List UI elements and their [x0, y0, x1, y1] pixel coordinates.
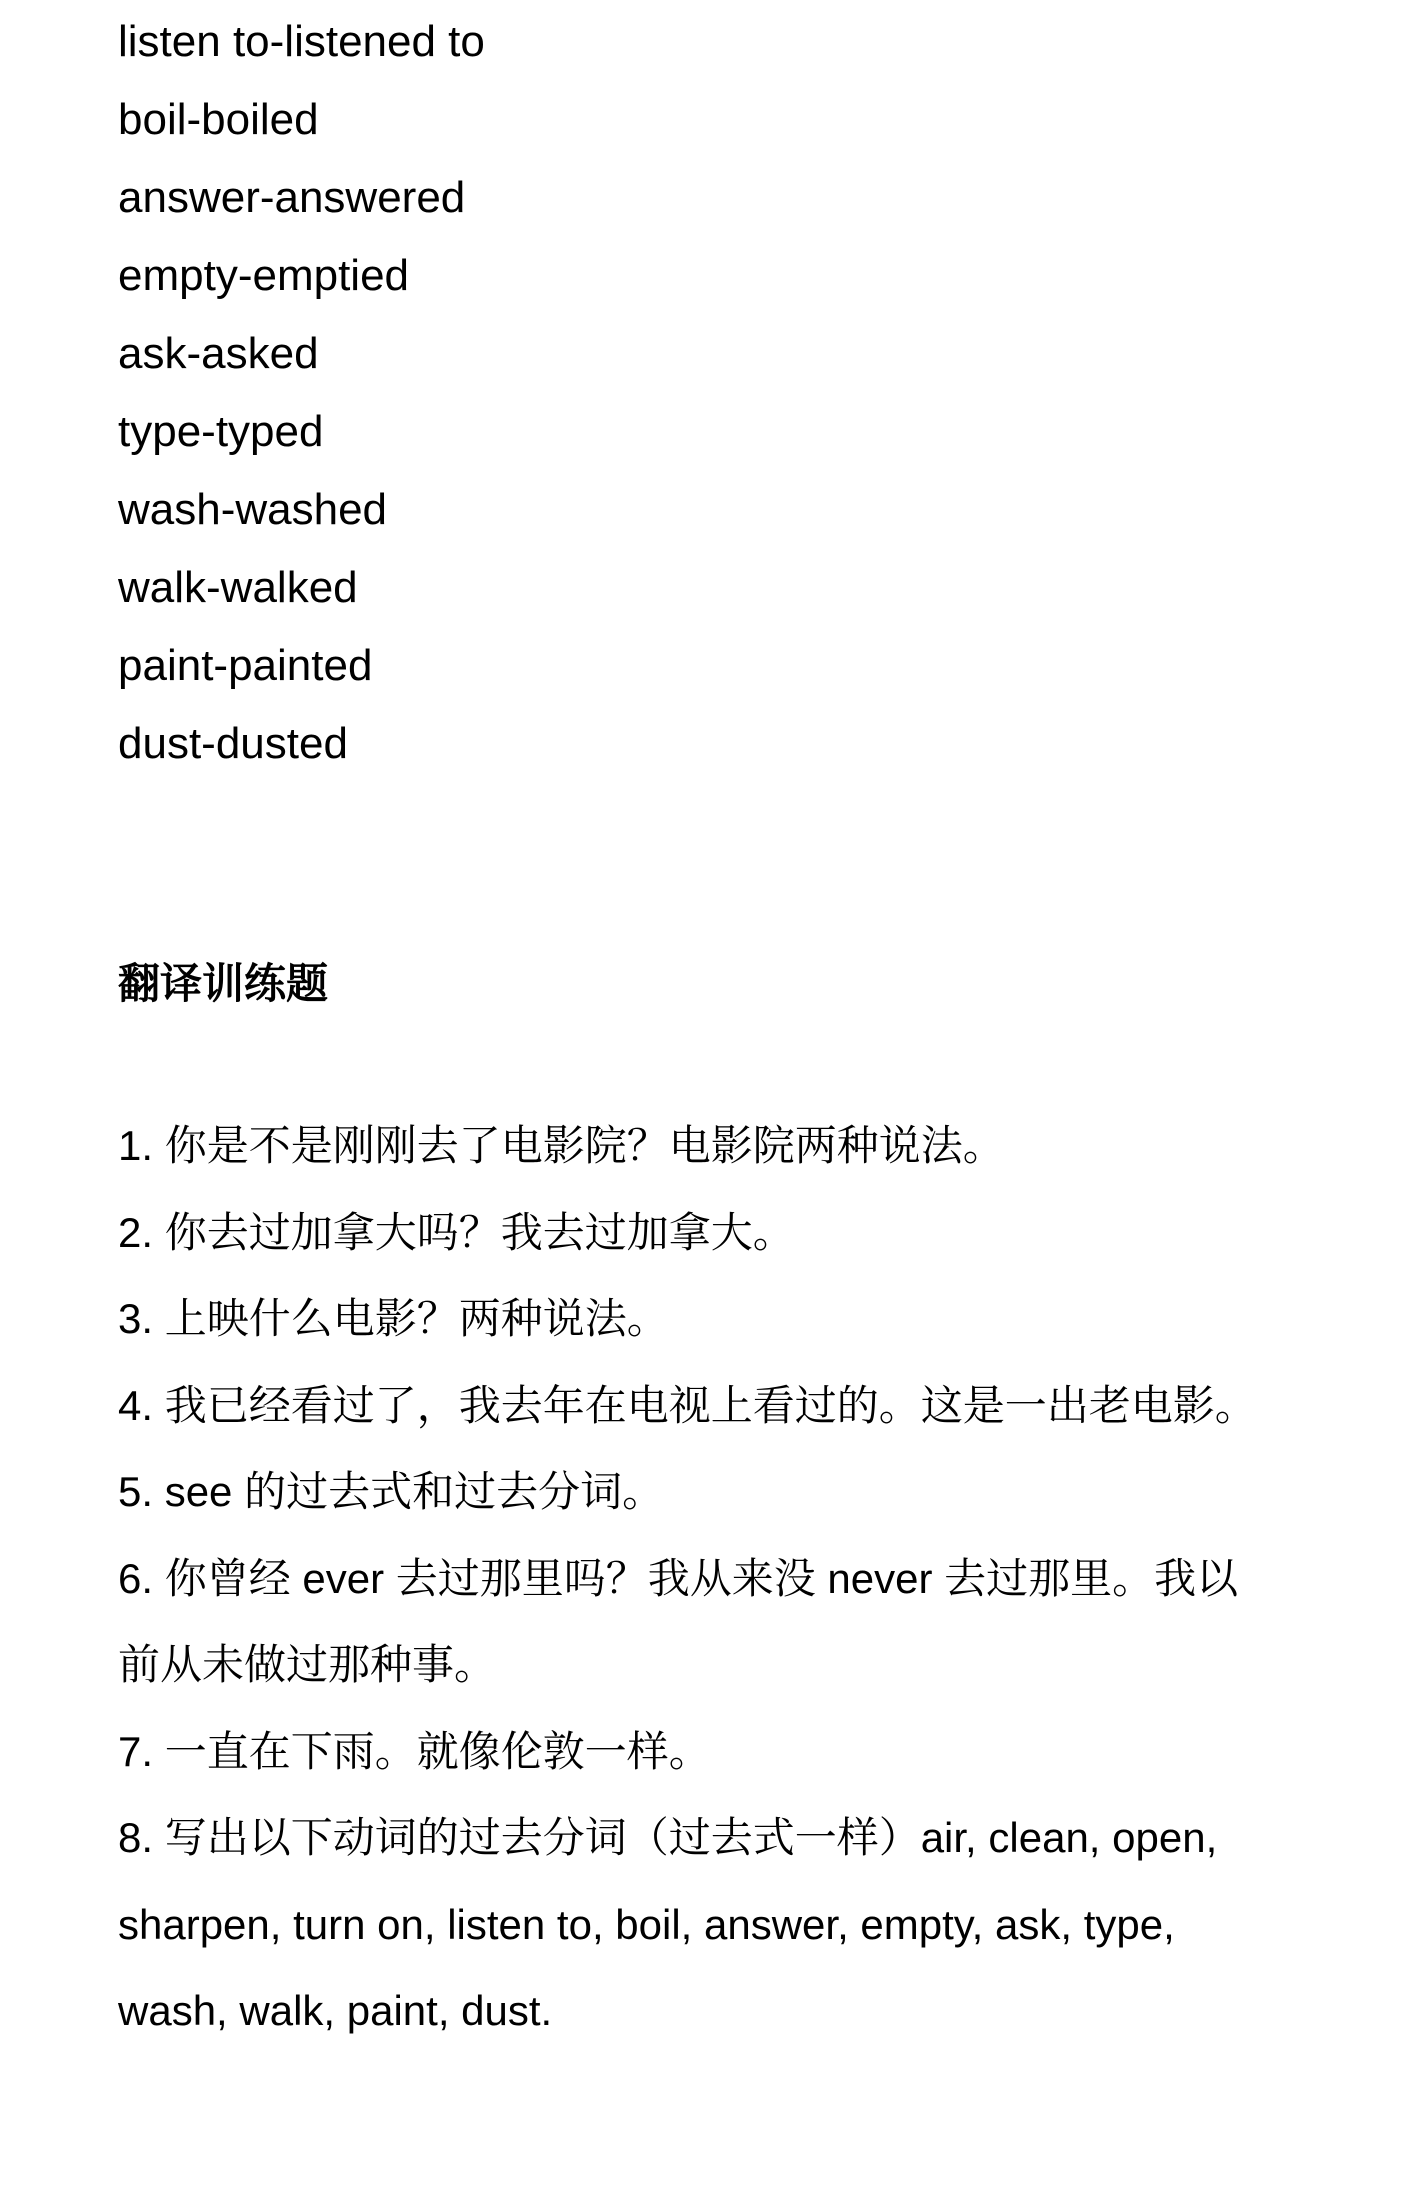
section-heading: 翻译训练题	[118, 960, 329, 1007]
list-item: paint-painted	[118, 641, 373, 690]
list-item: listen to-listened to	[118, 17, 485, 66]
exercise-line: 2. 你去过加拿大吗？我去过加拿大。	[118, 1208, 795, 1256]
verb-form-list	[118, 3, 485, 783]
list-item: type-typed	[118, 407, 324, 456]
list-item: wash-washed	[118, 485, 388, 534]
exercise-line: 前从未做过那种事。	[118, 1641, 497, 1688]
exercise-line: 6. 你曾经 ever 去过那里吗？我从来没 never 去过那里。我以	[118, 1554, 1239, 1602]
exercise-line: 7. 一直在下雨。就像伦敦一样。	[118, 1727, 711, 1775]
list-item: boil-boiled	[118, 95, 319, 144]
list-item: answer-answered	[118, 173, 466, 222]
list-item: walk-walked	[118, 563, 358, 612]
exercise-line: 5. see 的过去式和过去分词。	[118, 1468, 665, 1515]
list-item: ask-asked	[118, 329, 319, 378]
exercise-list	[118, 1103, 1257, 2055]
exercise-line: 4. 我已经看过了，我去年在电视上看过的。这是一出老电影。	[118, 1381, 1257, 1429]
exercise-line: 3. 上映什么电影？两种说法。	[118, 1295, 669, 1342]
exercise-line: wash, walk, paint, dust.	[118, 1987, 553, 2034]
exercise-line: sharpen, turn on, listen to, boil, answer, empty, ask, type,	[118, 1900, 1175, 1948]
exercise-line: 1. 你是不是刚刚去了电影院？电影院两种说法。	[118, 1122, 1005, 1169]
list-item: empty-emptied	[118, 251, 410, 300]
list-item: dust-dusted	[118, 719, 348, 768]
exercise-line: 8. 写出以下动词的过去分词（过去式一样）air, clean, open,	[118, 1814, 1218, 1861]
